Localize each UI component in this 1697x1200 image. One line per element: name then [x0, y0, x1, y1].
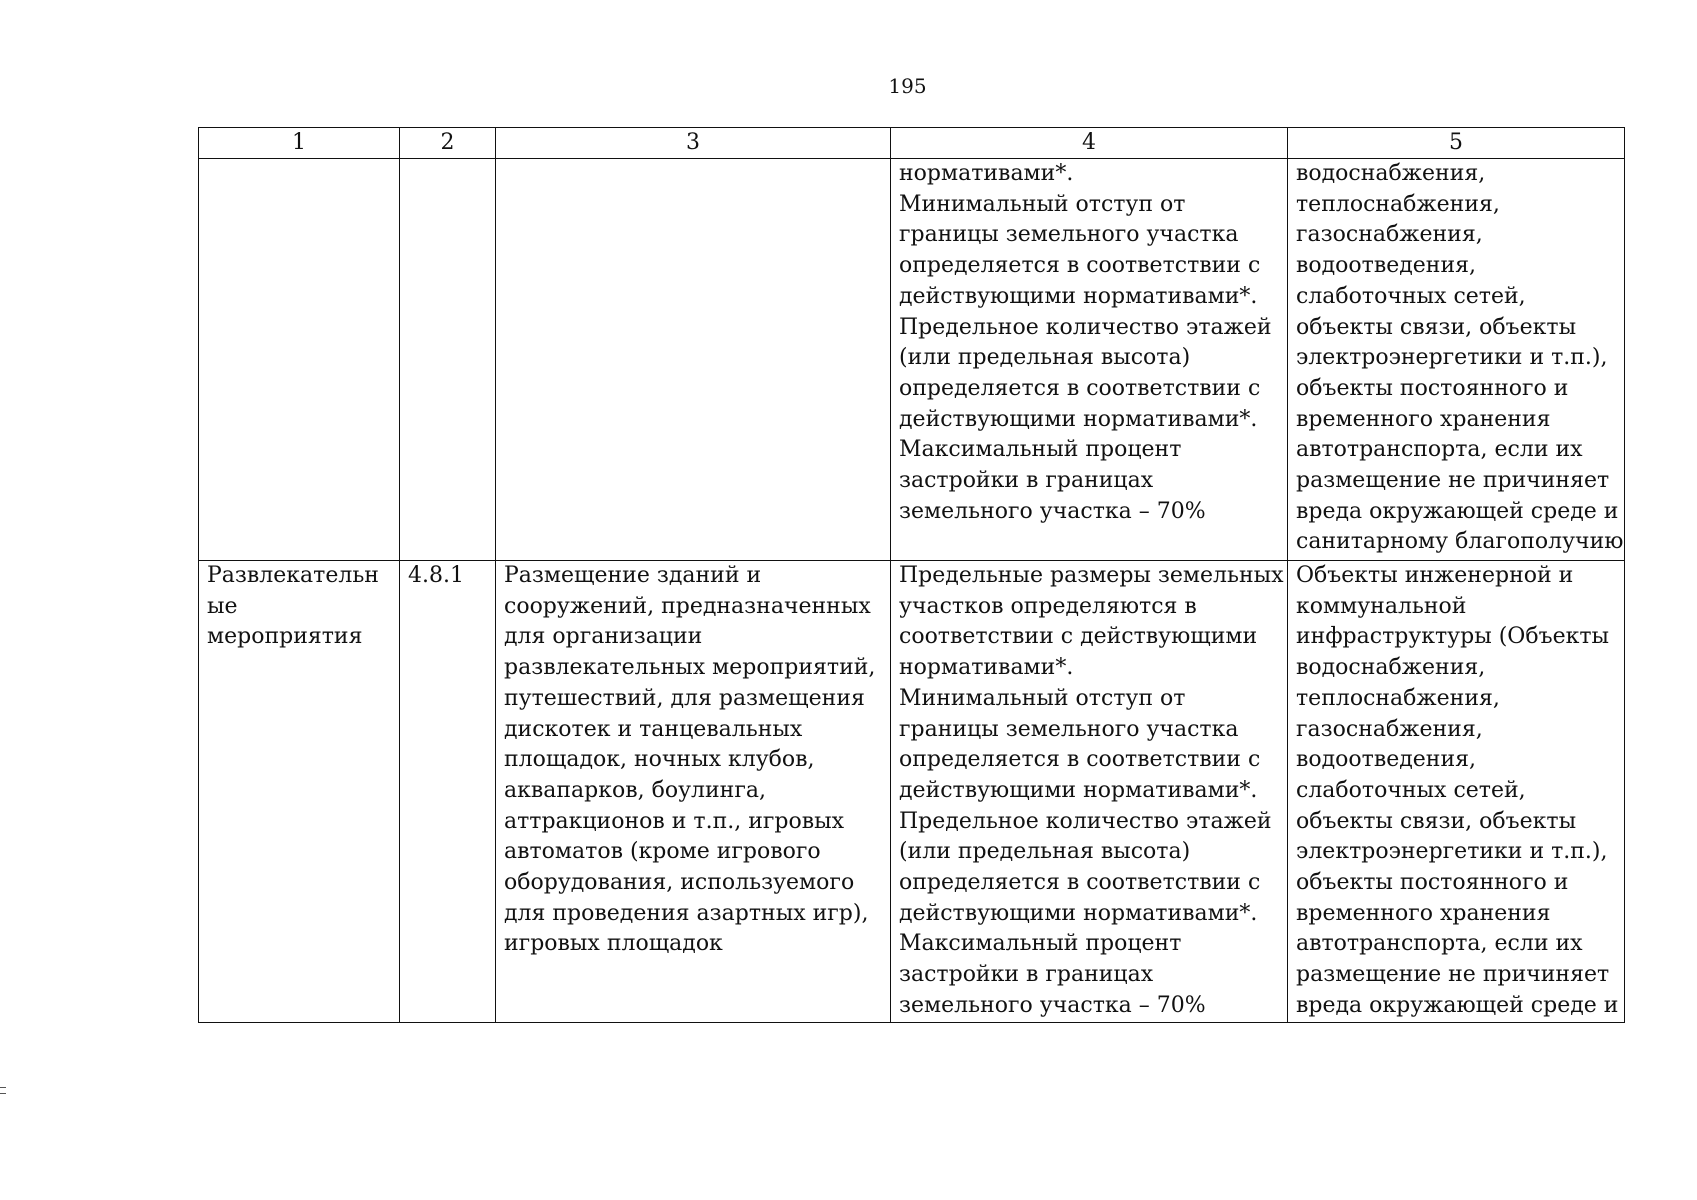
cell-parameters — [891, 561, 1288, 1023]
cell-line: границы земельного участка — [899, 716, 1239, 742]
cell-line: Минимальный отступ от — [899, 191, 1186, 217]
cell-line: для организации — [504, 624, 703, 650]
land-use-table — [198, 127, 1625, 1023]
cell-line: действующими нормативами*. — [899, 900, 1258, 926]
header-col-3: 3 — [496, 128, 891, 159]
cell-line: развлекательных мероприятий, — [504, 655, 876, 681]
cell-line: участков определяются в — [899, 593, 1197, 619]
cell-code — [400, 561, 496, 1023]
cell-line: игровых площадок — [504, 931, 723, 957]
page-number: 195 — [888, 74, 927, 98]
cell-description — [496, 159, 891, 561]
cell-line: определяется в соответствии с — [899, 747, 1261, 773]
cell-line: действующими нормативами*. — [899, 777, 1258, 803]
cell-line: границы земельного участка — [899, 222, 1239, 248]
cell-line: коммунальной — [1296, 593, 1467, 619]
cell-line: оборудования, используемого — [504, 870, 855, 896]
cell-line: действующими нормативами*. — [899, 283, 1258, 309]
table-row — [199, 561, 1625, 1023]
cell-line: объекты постоянного и — [1296, 870, 1569, 896]
cell-line: аквапарков, боулинга, — [504, 777, 766, 803]
cell-line: временного хранения — [1296, 406, 1551, 432]
cell-line: Предельное количество этажей — [899, 314, 1272, 340]
cell-line: (или предельная высота) — [899, 839, 1191, 865]
cell-line: Предельное количество этажей — [899, 808, 1272, 834]
cell-line: действующими нормативами*. — [899, 406, 1258, 432]
cell-line: застройки в границах — [899, 468, 1154, 494]
header-col-4: 4 — [891, 128, 1288, 159]
cell-line: застройки в границах — [899, 962, 1154, 988]
cell-line: электроэнергетики и т.п.), — [1296, 839, 1608, 865]
cell-line: водоотведения, — [1296, 253, 1477, 279]
cell-line: слаботочных сетей, — [1296, 777, 1526, 803]
cell-description — [496, 561, 891, 1023]
cell-line: Максимальный процент — [899, 931, 1182, 957]
cell-line: 4.8.1 — [408, 563, 464, 588]
cell-line: Максимальный процент — [899, 437, 1182, 463]
cell-line: путешествий, для размещения — [504, 685, 865, 711]
cell-line: объекты постоянного и — [1296, 375, 1569, 401]
cell-line: аттракционов и т.п., игровых — [504, 808, 845, 834]
cell-line: определяется в соответствии с — [899, 870, 1261, 896]
cell-line: дискотек и танцевальных — [504, 716, 803, 742]
cell-line: Размещение зданий и — [504, 563, 762, 588]
cell-line: временного хранения — [1296, 900, 1551, 926]
cell-line: объекты связи, объекты — [1296, 314, 1577, 340]
cell-line: соответствии с действующими — [899, 624, 1258, 650]
cell-line: объекты связи, объекты — [1296, 808, 1577, 834]
cell-line: газоснабжения, — [1296, 716, 1483, 742]
cell-use-name — [199, 159, 400, 561]
cell-line: Объекты инженерной и — [1296, 563, 1574, 588]
cell-line: электроэнергетики и т.п.), — [1296, 345, 1608, 371]
cell-line: земельного участка – 70% — [899, 498, 1206, 524]
cell-line: сооружений, предназначенных — [504, 593, 871, 619]
cell-auxiliary-uses — [1288, 561, 1625, 1023]
cell-code — [400, 159, 496, 561]
cell-line: вреда окружающей среде и — [1296, 498, 1619, 524]
cell-line: вреда окружающей среде и — [1296, 992, 1619, 1018]
cell-line: определяется в соответствии с — [899, 253, 1261, 279]
cell-line: Развлекательн — [207, 563, 379, 588]
cell-line: газоснабжения, — [1296, 222, 1483, 248]
cell-line: инфраструктуры (Объекты — [1296, 624, 1610, 650]
cell-line: автотранспорта, если их — [1296, 931, 1583, 957]
cell-line: размещение не причиняет — [1296, 468, 1610, 494]
cell-line: санитарному благополучию — [1296, 529, 1624, 555]
cell-line: ые — [207, 593, 238, 619]
cell-line: теплоснабжения, — [1296, 685, 1500, 711]
cell-line: мероприятия — [207, 624, 363, 650]
table-row — [199, 159, 1625, 561]
cell-line: нормативами*. — [899, 655, 1074, 681]
cell-line: нормативами*. — [899, 161, 1074, 186]
cell-line: Минимальный отступ от — [899, 685, 1186, 711]
cell-line: размещение не причиняет — [1296, 962, 1610, 988]
cell-use-name — [199, 561, 400, 1023]
cell-line: площадок, ночных клубов, — [504, 747, 815, 773]
header-col-1: 1 — [199, 128, 400, 159]
cell-line: водоснабжения, — [1296, 655, 1486, 681]
cell-line: автоматов (кроме игрового — [504, 839, 821, 865]
cell-line: определяется в соответствии с — [899, 375, 1261, 401]
header-col-2: 2 — [400, 128, 496, 159]
cell-line: для проведения азартных игр), — [504, 900, 869, 926]
cell-parameters — [891, 159, 1288, 561]
scan-artifact — [0, 1087, 6, 1094]
cell-auxiliary-uses — [1288, 159, 1625, 561]
cell-line: Предельные размеры земельных — [899, 563, 1284, 588]
cell-line: водоснабжения, — [1296, 161, 1486, 186]
header-row — [199, 128, 1625, 159]
cell-line: водоотведения, — [1296, 747, 1477, 773]
cell-line: теплоснабжения, — [1296, 191, 1500, 217]
cell-line: автотранспорта, если их — [1296, 437, 1583, 463]
cell-line: (или предельная высота) — [899, 345, 1191, 371]
header-col-5: 5 — [1288, 128, 1625, 159]
cell-line: слаботочных сетей, — [1296, 283, 1526, 309]
cell-line: земельного участка – 70% — [899, 992, 1206, 1018]
